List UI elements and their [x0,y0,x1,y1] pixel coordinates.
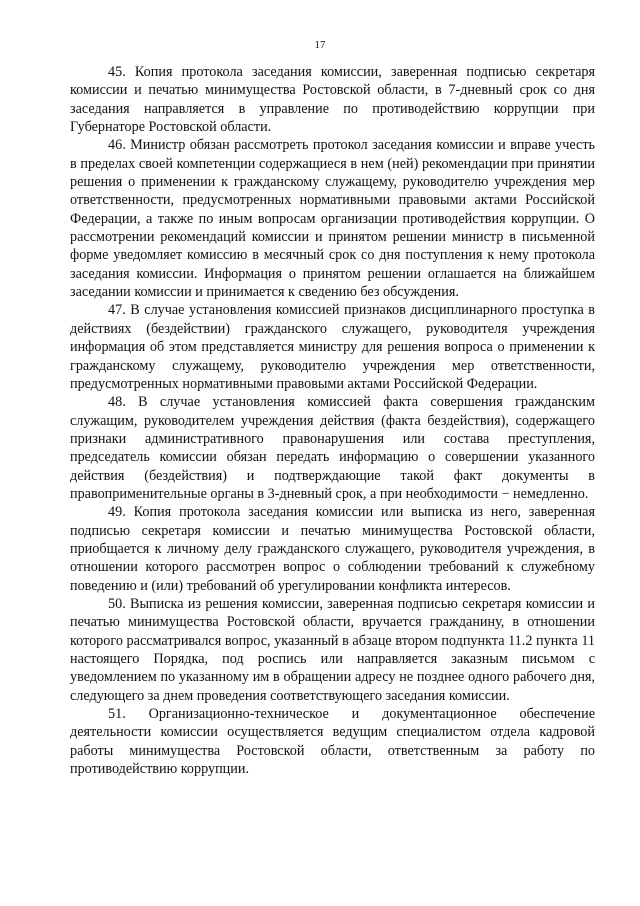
document-body [70,63,595,778]
paragraph-48: 48. В случае установления комиссией факта совершения гражданским служащим, руководителем учреждения действия (факта бездействия), содержащего признаки административного правонарушения или состава преступления, председатель комиссии обязан передать информацию о совершении указанного действия (бездействия) и подтверждающие такой факт документы в правоприменительные органы в 3-дневный срок, а при необходимости − немедленно. [70,394,595,502]
page-number: 17 [314,39,326,51]
paragraph-46: 46. Министр обязан рассмотреть протокол заседания комиссии и вправе учесть в пределах своей компетенции содержащиеся в нем (ней) рекомендации при принятии решения о применении к гражданскому служащему, руководителю учреждения мер ответственности, предусмотренных нормативными правовыми актами Российской Федерации, а также по иным вопросам организации противодействия коррупции. О рассмотрении рекомендаций комиссии и принятом решении министр в письменной форме уведомляет комиссию в месячный срок со дня поступления к нему протокола заседания комиссии. Информация о принятом решении оглашается на ближайшем заседании комиссии и принимается к сведению без обсуждения. [70,137,595,301]
paragraph-50: 50. Выписка из решения комиссии, заверенная подписью секретаря комиссии и печатью минимущества Ростовской области, вручается гражданину, в отношении которого рассматривался вопрос, указанный в абзаце втором подпункта 11.2 пункта 11 настоящего Порядка, под роспись или направляется заказным письмом с уведомлением по указанному им в обращении адресу не позднее одного рабочего дня, следующего за днем проведения соответствующего заседания комиссии. [70,595,595,704]
paragraph-51: 51. Организационно-техническое и документационное обеспечение деятельности комиссии осуществляется ведущим специалистом отдела кадровой работы минимущества Ростовской области, ответственным за работу по противодействию коррупции. [70,706,595,778]
paragraph-49: 49. Копия протокола заседания комиссии или выписка из него, заверенная подписью секретаря комиссии и печатью минимущества Ростовской области, приобщается к личному делу гражданского служащего, руководителя учреждения, в отношении которого рассмотрен вопрос о соблюдении требований к служебному поведению и (или) требований об урегулировании конфликта интересов. [70,504,595,594]
paragraph-47: 47. В случае установления комиссией признаков дисциплинарного проступка в действиях (бездействии) гражданского служащего, руководителя учреждения информация об этом представляется министру для решения вопроса о применении к гражданскому служащему, руководителю учреждения мер ответственности, предусмотренных нормативными правовыми актами Российской Федерации. [70,302,595,392]
paragraph-45: 45. Копия протокола заседания комиссии, заверенная подписью секретаря комиссии и печатью минимущества Ростовской области, в 7-дневный срок со дня заседания направляется в управление по противодействию коррупции при Губернаторе Ростовской области. [70,64,595,136]
